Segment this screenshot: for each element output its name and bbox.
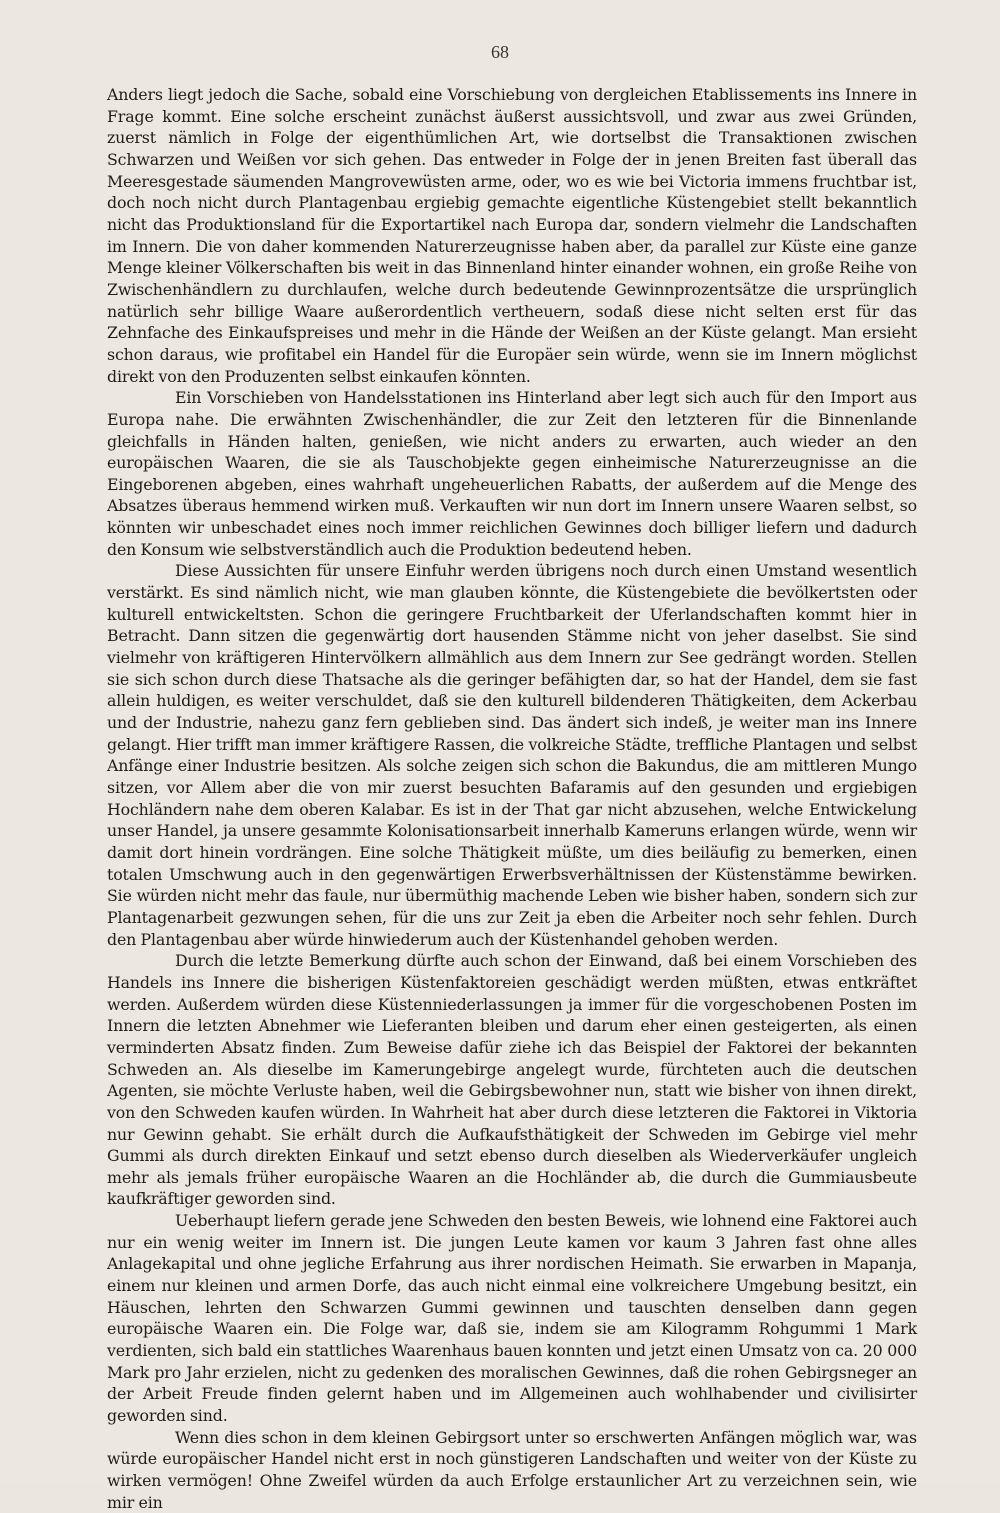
paragraph-3: Diese Aussichten für unsere Einfuhr werden übrigens noch durch einen Umstand wesentlich verstärkt. Es sind nämlich nicht, wie man glauben könnte, die Küstengebiete die bevölkertsten oder kulturell entwickeltsten. Schon die geringere Fruchtbarkeit der Uferlandschaften kommt hier in Betracht. Dann sitzen die gegenwärtig dort hausenden Stämme nicht von jeher daselbst. Sie sind vielmehr von kräftigeren Hintervölkern allmählich aus dem Innern zur See gedrängt worden. Stellen sie sich schon durch diese Thatsache als die geringer befähigten dar, so hat der Handel, dem sie fast allein huldigen, es weiter verschuldet, daß sie den kulturell bildenderen Thätigkeiten, dem Ackerbau und der Industrie, nahezu ganz fern geblieben sind. Das ändert sich indeß, je weiter man ins Innere gelangt. Hier trifft man immer kräftigere Rassen, die volkreiche Städte, treffliche Plantagen und selbst Anfänge einer Industrie besitzen. Als solche zeigen sich schon die Bakundus, die am mittleren Mungo sitzen, vor Allem aber die von mir zuerst besuchten Bafaramis auf den gesunden und ergiebigen Hochländern nahe dem oberen Kalabar. Es ist in der That gar nicht abzusehen, welche Entwickelung unser Handel, ja unsere gesammte Kolonisationsarbeit innerhalb Kameruns erlangen würde, wenn wir damit dort hinein vordrängen. Eine solche Thätigkeit müßte, um dies beiläufig zu bemerken, einen totalen Umschwung auch in den gegenwärtigen Erwerbsverhältnissen der Küstenstämme bewirken. Sie würden nicht mehr das faule, nur übermüthig machende Leben wie bisher haben, sondern sich zur Plantagenarbeit gezwungen sehen, für die uns zur Zeit ja eben die Arbeiter noch sehr fehlen. Durch den Plantagenbau aber würde hinwiederum auch der Küstenhandel gehoben werden. [107, 561, 917, 949]
paragraph-5: Ueberhaupt liefern gerade jene Schweden den besten Beweis, wie lohnend eine Faktorei auch nur ein wenig weiter im Innern ist. Die jungen Leute kamen vor kaum 3 Jahren fast ohne alles Anlagekapital und ohne jegliche Erfahrung aus ihrer nordischen Heimath. Sie erwarben in Mapanja, einem nur kleinen und armen Dorfe, das auch nicht einmal eine volkreichere Umgebung besitzt, ein Häuschen, lehrten den Schwarzen Gummi gewinnen und tauschten denselben dann gegen europäische Waaren ein. Die Folge war, daß sie, indem sie am Kilogramm Rohgummi 1 Mark verdienten, sich bald ein stattliches Waarenhaus bauen konnten und jetzt einen Umsatz von ca. 20 000 Mark pro Jahr erzielen, nicht zu gedenken des moralischen Gewinnes, daß die rohen Gebirgsneger an der Arbeit Freude finden gelernt haben und im Allgemeinen auch wohlhabender und civilisirter geworden sind. [107, 1211, 917, 1426]
page-number: 68 [491, 42, 509, 62]
paragraph-6: Wenn dies schon in dem kleinen Gebirgsort unter so erschwerten Anfängen möglich war, was würde europäischer Handel nicht erst in noch günstigeren Landschaften und weiter von der Küste zu wirken vermögen! Ohne Zweifel würden da auch Erfolge erstaunlicher Art zu verzeichnen sein, wie mir ein [107, 1427, 917, 1512]
paragraph-4: Durch die letzte Bemerkung dürfte auch schon der Einwand, daß bei einem Vorschieben des Handels ins Innere die bisherigen Küstenfaktoreien geschädigt werden müßten, etwas entkräftet werden. Außerdem würden diese Küstenniederlassungen ja immer für die vorgeschobenen Posten im Innern die letzten Abnehmer wie Lieferanten bleiben und darum eher einen gesteigerten, als einen verminderten Absatz finden. Zum Beweise dafür ziehe ich das Beispiel der Faktorei der bekannten Schweden an. Als dieselbe im Kamerungebirge angelegt wurde, fürchteten auch die deutschen Agenten, sie möchte Verluste haben, weil die Gebirgsbewohner nun, statt wie bisher von ihnen direkt, von den Schweden kaufen würden. In Wahrheit hat aber durch diese letzteren die Faktorei in Viktoria nur Gewinn gehabt. Sie erhält durch die Aufkaufsthätigkeit der Schweden im Gebirge viel mehr Gummi als durch direkten Einkauf und setzt ebenso durch dieselben als Wiederverkäufer ungleich mehr als jemals früher europäische Waaren an die Hochländer ab, die durch die Gummiausbeute kaufkräftiger geworden sind. [107, 951, 917, 1209]
paragraph-1: Anders liegt jedoch die Sache, sobald eine Vorschiebung von dergleichen Etablissements ins Innere in Frage kommt. Eine solche erscheint zunächst äußerst aussichtsvoll, und zwar aus zwei Gründen, zuerst nämlich in Folge der eigenthümlichen Art, wie dortselbst die Transaktionen zwischen Schwarzen und Weißen vor sich gehen. Das entweder in Folge der in jenen Breiten fast überall das Meeresgestade säumenden Mangrovewüsten arme, oder, wo es wie bei Victoria immens fruchtbar ist, doch noch nicht durch Plantagenbau ergiebig gemachte eigentliche Küstengebiet stellt bekanntlich nicht das Produktionsland für die Exportartikel nach Europa dar, sondern vielmehr die Landschaften im Innern. Die von daher kommenden Naturerzeugnisse haben aber, da parallel zur Küste eine ganze Menge kleiner Völkerschaften bis weit in das Binnenland hinter einander wohnen, ein große Reihe von Zwischenhändlern zu durchlaufen, welche durch bedeutende Gewinnprozentsätze die ursprünglich natürlich sehr billige Waare außerordentlich vertheuern, sodaß diese nicht selten erst für das Zehnfache des Einkaufspreises und mehr in die Hände der Weißen an der Küste gelangt. Man ersieht schon daraus, wie profitabel ein Handel für die Europäer sein würde, wenn sie im Innern möglichst direkt von den Produzenten selbst einkaufen könnten. [107, 85, 917, 386]
body-text [107, 84, 917, 1513]
paragraph-2: Ein Vorschieben von Handelsstationen ins Hinterland aber legt sich auch für den Import aus Europa nahe. Die erwähnten Zwischenhändler, die zur Zeit den letzteren für die Binnenlande gleichfalls in Händen halten, genießen, wie nicht anders zu erwarten, auch wieder an den europäischen Waaren, die sie als Tauschobjekte gegen einheimische Naturerzeugnisse an die Eingeborenen abgeben, eines wahrhaft ungeheuerlichen Rabatts, der außerdem auf die Menge des Absatzes überaus hemmend wirken muß. Verkauften wir nun dort im Innern unsere Waaren selbst, so könnten wir unbeschadet eines noch immer reichlichen Gewinnes doch billiger liefern und dadurch den Konsum wie selbstverständlich auch die Produktion bedeutend heben. [107, 388, 917, 559]
